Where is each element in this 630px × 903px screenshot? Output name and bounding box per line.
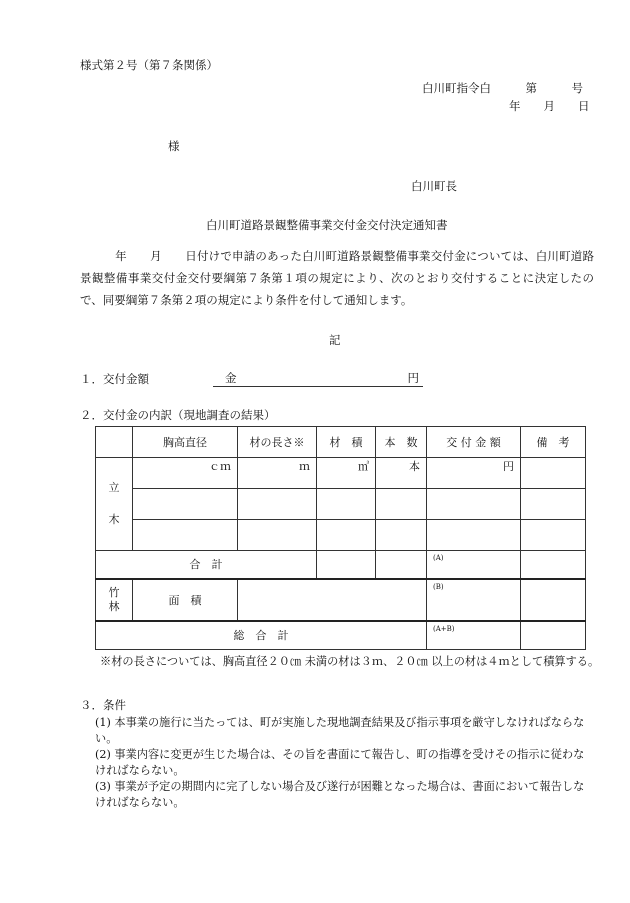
table-row: [96, 520, 586, 551]
amount-prefix: 金: [225, 371, 237, 385]
ki-label: 記: [329, 333, 341, 347]
section2-label: ２．交付金の内訳（現地調査の結果）: [80, 408, 276, 422]
table-row: [96, 489, 586, 520]
bamboo-label: 竹 林: [96, 579, 133, 621]
section3-label: ３．条件: [80, 698, 126, 712]
subtotal-row: [96, 551, 586, 579]
document-title: 白川町道路景観整備事業交付金交付決定通知書: [206, 218, 448, 232]
amount-unit: 円: [407, 371, 419, 385]
subtotal-label: 合 計: [96, 551, 317, 579]
grand-total-row: [96, 621, 586, 650]
addressee-suffix: 様: [168, 139, 180, 153]
header-cell: 交 付 金 額: [427, 427, 521, 458]
header-cell: 材の長さ※: [238, 427, 317, 458]
remarks-cell: [521, 458, 586, 489]
unit-m: ｍ: [299, 460, 310, 473]
condition-item: (3) 事業が予定の期間内に完了しない場合及び遂行が困難となった場合は、書面において報告しなければならない。: [95, 780, 585, 809]
header-cell: 材 積: [317, 427, 376, 458]
header-cell: 胸高直径: [133, 427, 238, 458]
section1-label: １．交付金額: [80, 372, 149, 386]
unit-yen: 円: [503, 460, 514, 473]
body-paragraph: 年 月 日付けで申請のあった白川町道路景観整備事業交付金については、白川町道路景観整備事業交付金交付要綱第７条第１項の規定により、次のとおり交付することに決定したので、同要綱第７条第２項の規定により条件を付して通知します。: [80, 249, 594, 307]
header-cell: 本 数: [376, 427, 427, 458]
document-number: 白川町指令白 第 号: [422, 81, 583, 95]
area-label: 面 積: [133, 579, 238, 621]
bamboo-row: [96, 579, 586, 621]
date-line: 年 月 日: [509, 99, 590, 113]
header-blank: [96, 427, 133, 458]
issuer: 白川町長: [411, 179, 457, 193]
grand-total-label: 総 合 計: [96, 621, 427, 650]
form-number: 様式第２号（第７条関係）: [80, 58, 218, 72]
breakdown-table: [95, 426, 586, 650]
bamboo-mark: (B): [433, 582, 444, 591]
grand-total-mark: (A+B): [433, 624, 455, 633]
header-cell: 備 考: [521, 427, 586, 458]
condition-item: (1) 本事業の施行に当たっては、町が実施した現地調査結果及び指示事項を厳守しなければならない。: [95, 716, 585, 745]
table-row: [96, 458, 586, 489]
table-header-row: [96, 427, 586, 458]
unit-m3: ㎥: [358, 460, 369, 473]
subtotal-mark: (A): [433, 554, 444, 562]
length-note: ※材の長さについては、胸高直径２０㎝ 未満の材は３ｍ、２０㎝ 以上の材は４ｍとして積算する。: [100, 655, 600, 668]
amount-field: [213, 373, 423, 387]
unit-cm: ｃｍ: [209, 460, 231, 473]
condition-item: (2) 事業内容に変更が生じた場合は、その旨を書面にて報告し、町の指導を受けその指示に従わなければならない。: [95, 748, 585, 777]
unit-count: 本: [409, 460, 420, 473]
standing-tree-label: 立 木: [96, 458, 133, 551]
